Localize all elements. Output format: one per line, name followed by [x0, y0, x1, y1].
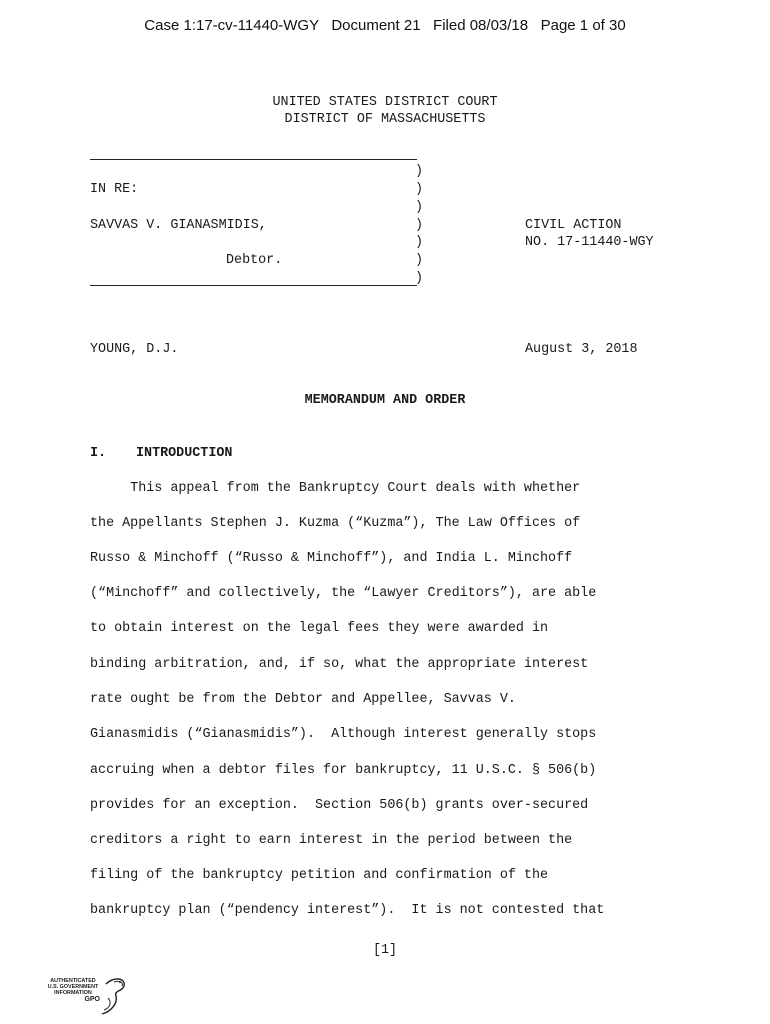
body-line: provides for an exception. Section 506(b) grants over-secured — [90, 798, 589, 813]
body-line: the Appellants Stephen J. Kuzma (“Kuzma”), The Law Offices of — [90, 516, 581, 531]
court-name-line-1: UNITED STATES DISTRICT COURT — [272, 95, 498, 110]
gpo-logo-line-1: AUTHENTICATED — [50, 978, 96, 984]
caption-bottom-rule — [90, 285, 417, 286]
caption-party: SAVVAS V. GIANASMIDIS, — [90, 218, 267, 233]
body-line: rate ought be from the Debtor and Appellee, Savvas V. — [90, 692, 516, 707]
decision-date: August 3, 2018 — [525, 342, 638, 357]
judge-name: YOUNG, D.J. — [90, 342, 179, 357]
body-line: creditors a right to earn interest in the period between the — [90, 833, 573, 848]
caption-in-re: IN RE: — [90, 182, 139, 197]
caption-paren-4: ) — [415, 218, 424, 233]
civil-action-label: CIVIL ACTION — [525, 218, 622, 233]
caption-paren-3: ) — [415, 200, 424, 215]
eagle-icon — [44, 974, 130, 1018]
case-header: Case 1:17-cv-11440-WGY Document 21 Filed 08/03/18 Page 1 of 30 — [144, 17, 626, 34]
section-number: I. — [90, 446, 107, 461]
caption-paren-2: ) — [415, 182, 424, 197]
caption-role: Debtor. — [226, 253, 283, 268]
case-number: NO. 17-11440-WGY — [525, 235, 654, 250]
caption-paren-7: ) — [415, 271, 424, 286]
gpo-authentication-logo — [44, 974, 130, 1018]
page-number: [1] — [372, 943, 398, 958]
court-name-line-2: DISTRICT OF MASSACHUSETTS — [284, 112, 486, 127]
document-title: MEMORANDUM AND ORDER — [304, 393, 466, 408]
section-heading: INTRODUCTION — [136, 446, 233, 461]
body-line: This appeal from the Bankruptcy Court deals with whether — [90, 481, 581, 496]
caption-paren-5: ) — [415, 235, 424, 250]
body-line: filing of the bankruptcy petition and confirmation of the — [90, 868, 549, 883]
body-line: binding arbitration, and, if so, what the appropriate interest — [90, 657, 589, 672]
body-line: Russo & Minchoff (“Russo & Minchoff”), and India L. Minchoff — [90, 551, 573, 566]
gpo-logo-line-3: INFORMATION — [54, 990, 92, 996]
caption-top-rule — [90, 159, 417, 160]
caption-paren-6: ) — [415, 253, 424, 268]
body-line: Gianasmidis (“Gianasmidis”). Although interest generally stops — [90, 727, 597, 742]
body-line: bankruptcy plan (“pendency interest”). It is not contested that — [90, 903, 605, 918]
body-line: accruing when a debtor files for bankruptcy, 11 U.S.C. § 506(b) — [90, 763, 597, 778]
caption-paren-1: ) — [415, 164, 424, 179]
body-line: to obtain interest on the legal fees they were awarded in — [90, 621, 549, 636]
body-line: (“Minchoff” and collectively, the “Lawyer Creditors”), are able — [90, 586, 597, 601]
gpo-logo-mark: GPO — [84, 996, 100, 1003]
gpo-logo-line-2: U.S. GOVERNMENT — [47, 984, 99, 990]
